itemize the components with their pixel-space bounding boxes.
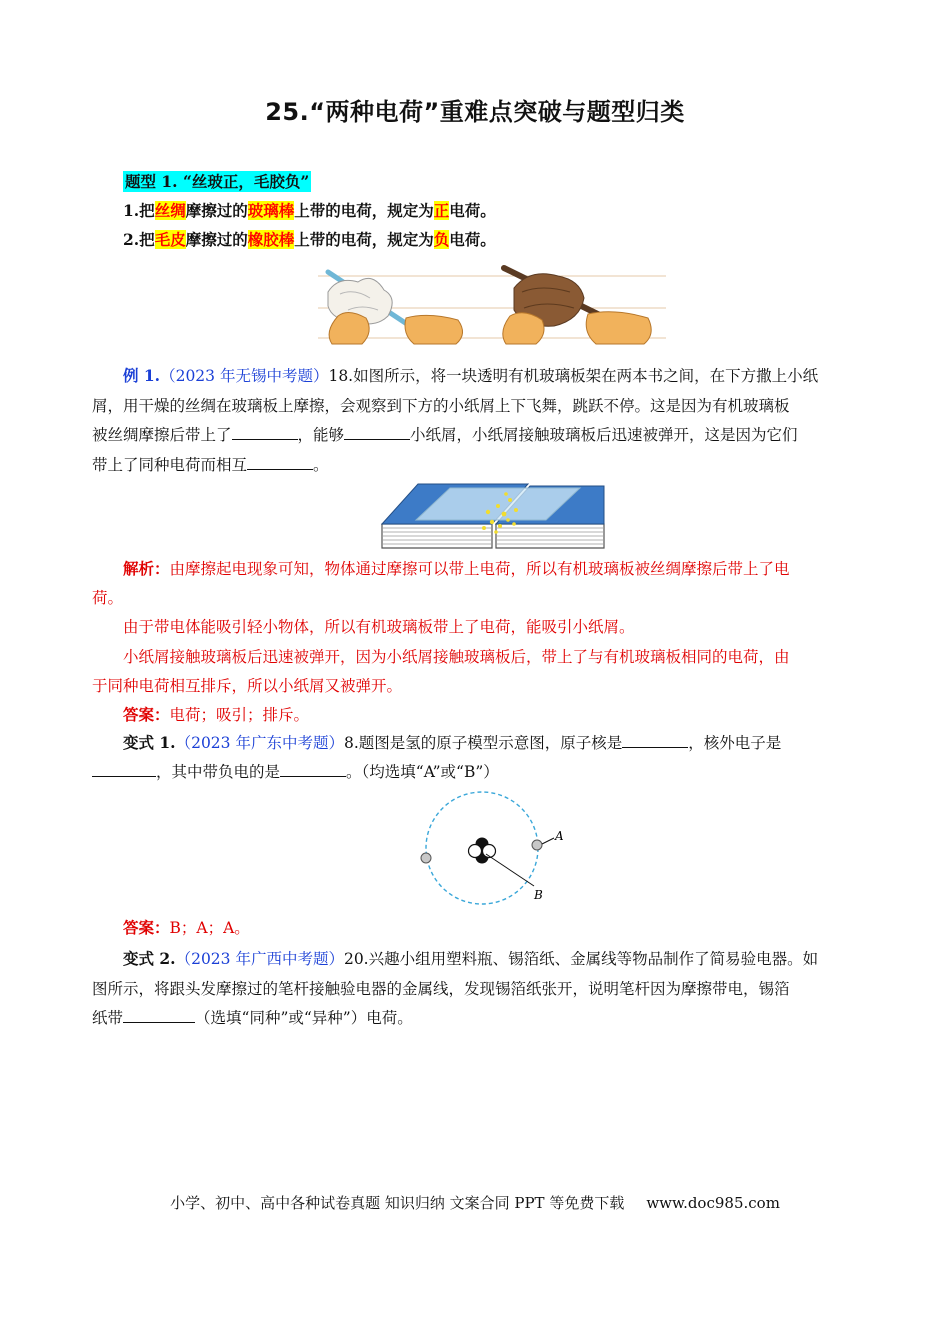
analysis-label: 解析： bbox=[123, 559, 170, 578]
analysis-line-4: 小纸屑接触玻璃板后迅速被弹开，因为小纸屑接触玻璃板后，带上了与有机玻璃板相同的电荷，由 bbox=[123, 648, 790, 666]
answer-blank bbox=[92, 762, 156, 777]
rule-2: 2.把毛皮摩擦过的橡胶棒上带的电荷，规定为负电荷。 bbox=[123, 230, 496, 249]
answer-label: 答案： bbox=[123, 918, 170, 937]
glass-plate-books-illustration bbox=[380, 482, 606, 550]
footer-text: 小学、初中、高中各种试卷真题 知识归纳 文案合同 PPT 等免费下载 bbox=[170, 1194, 625, 1212]
variant-1-source: （2023 年广东中考题） bbox=[175, 734, 344, 752]
answer-blank bbox=[247, 455, 313, 470]
highlight-glass-rod: 玻璃棒 bbox=[247, 201, 295, 220]
answer-label: 答案： bbox=[123, 705, 170, 724]
answer-blank bbox=[232, 425, 298, 440]
label-b: B bbox=[534, 888, 543, 902]
answer-line-variant-1: 答案：B；A；A。 bbox=[123, 918, 250, 937]
example-1-line-4: 带上了同种电荷而相互 。 bbox=[92, 456, 329, 474]
analysis-line-2: 荷。 bbox=[92, 589, 124, 607]
analysis-line-5: 于同种电荷相互排斥，所以小纸屑又被弹开。 bbox=[92, 677, 403, 695]
section-heading bbox=[123, 172, 893, 192]
analysis-line-3: 由于带电体能吸引轻小物体，所以有机玻璃板带上了电荷，能吸引小纸屑。 bbox=[123, 618, 635, 636]
variant-2-label: 变式 2. bbox=[123, 949, 176, 968]
variant-2-line-2: 图所示，将跟头发摩擦过的笔杆接触验电器的金属线，发现锡箔纸张开，说明笔杆因为摩擦带电，锡箔 bbox=[92, 980, 790, 998]
electron-a-icon bbox=[532, 840, 542, 850]
analysis-line-1: 解析：由摩擦起电现象可知，物体通过摩擦可以带上电荷，所以有机玻璃板被丝绸摩擦后带上了电 bbox=[123, 559, 790, 578]
example-1-line-3: 被丝绸摩擦后带上了 ，能够 小纸屑，小纸屑接触玻璃板后迅速被弹开，这是因为它们 bbox=[92, 426, 798, 444]
footer-url[interactable]: www.doc985.com bbox=[646, 1194, 780, 1212]
variant-1-label: 变式 1. bbox=[123, 733, 176, 752]
example-1-line-1: 例 1.（2023 年无锡中考题）18.如图所示，将一块透明有机玻璃板架在两本书之间，在下方撒上小纸 bbox=[123, 366, 819, 385]
variant-1-line-2: ，其中带负电的是 。（均选填“A”或“B”） bbox=[92, 762, 862, 782]
variant-1-line-1: 变式 1.（2023 年广东中考题）8.题图是氢的原子模型示意图，原子核是 ，核外电子是 bbox=[123, 733, 782, 752]
highlight-positive: 正 bbox=[433, 201, 450, 220]
type-heading-highlight: 题型 1. “丝玻正，毛胶负” bbox=[125, 172, 310, 191]
variant-2-line-3: 纸带 （选填“同种”或“异种”）电荷。 bbox=[92, 1009, 413, 1027]
answer-blank bbox=[344, 425, 410, 440]
highlight-silk: 丝绸 bbox=[154, 201, 186, 220]
rule-1: 1.把丝绸摩擦过的玻璃棒上带的电荷，规定为正电荷。 bbox=[123, 201, 496, 220]
variant-2-source: （2023 年广西中考题） bbox=[175, 950, 344, 968]
highlight-fur: 毛皮 bbox=[154, 230, 186, 249]
variant-2-line-1: 变式 2.（2023 年广西中考题）20.兴趣小组用塑料瓶、锡箔纸、金属线等物品制作了简易验电器。如 bbox=[123, 949, 819, 968]
rubbing-rods-illustration bbox=[318, 258, 666, 348]
hydrogen-atom-diagram bbox=[414, 790, 584, 910]
example-label: 例 1. bbox=[123, 366, 161, 385]
highlight-rubber-rod: 橡胶棒 bbox=[247, 230, 295, 249]
highlight-negative: 负 bbox=[433, 230, 450, 249]
answer-blank bbox=[280, 762, 346, 777]
example-1-line-2: 屑，用干燥的丝绸在玻璃板上摩擦，会观察到下方的小纸屑上下飞舞，跳跃不停。这是因为有机玻璃板 bbox=[92, 397, 790, 415]
electron-left-icon bbox=[421, 853, 431, 863]
answer-blank bbox=[622, 733, 688, 748]
page-title: 25.“两种电荷”重难点突破与题型归类 bbox=[265, 98, 685, 126]
example-source: （2023 年无锡中考题） bbox=[160, 367, 329, 385]
answer-line-example-1: 答案：电荷；吸引；排斥。 bbox=[123, 705, 310, 724]
label-a: A bbox=[555, 829, 564, 843]
answer-blank bbox=[123, 1008, 195, 1023]
nucleus-icon bbox=[469, 838, 496, 864]
page-footer bbox=[0, 1192, 950, 1213]
